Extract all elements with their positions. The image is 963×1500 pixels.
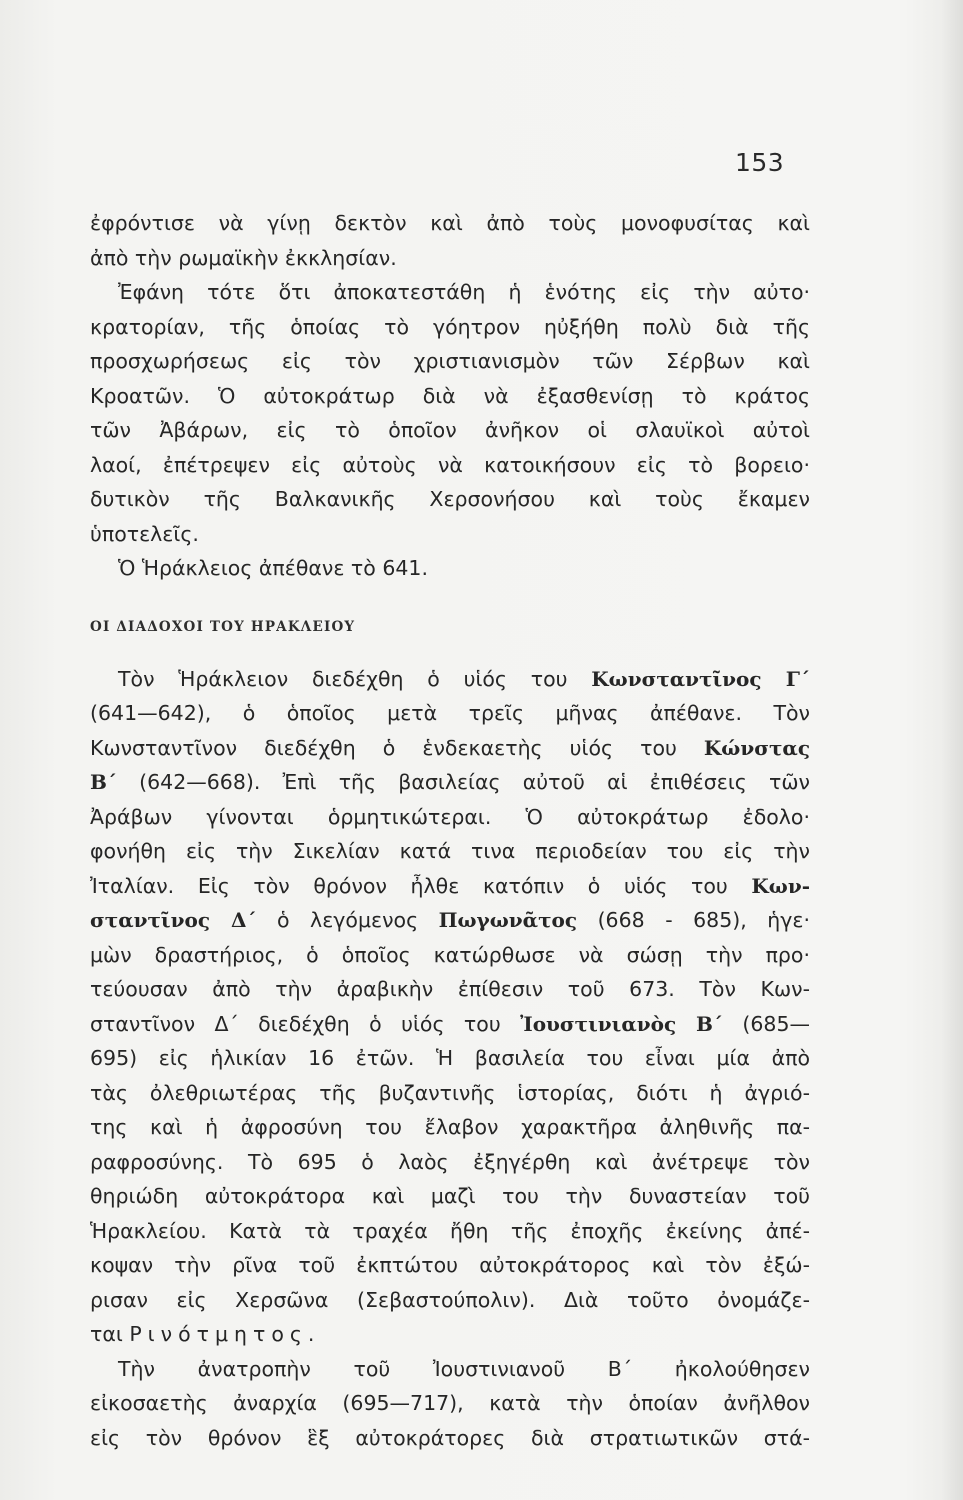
- paragraph: [90, 1352, 810, 1456]
- text-line: [90, 765, 810, 800]
- text-line: τὰς ὀλεθριωτέρας τῆς βυζαντινῆς ἱστορίας, διότι ἡ ἀγριό-: [90, 1080, 810, 1105]
- text-run: .: [307, 1322, 315, 1346]
- emperor-name: Πωγωνᾶτος: [438, 908, 578, 932]
- paragraph: [90, 662, 810, 1352]
- text-line: 695) εἰς ἡλικίαν 16 ἐτῶν. Ἡ βασιλεία του εἶναι μία ἀπὸ: [90, 1046, 810, 1070]
- section-heading: ΟΙ ΔΙΑΔΟΧΟΙ ΤΟΥ ΗΡΑΚΛΕΙΟΥ: [90, 618, 356, 635]
- text-line: ἀπὸ τὴν ρωμαϊκὴν ἐκκλησίαν.: [90, 245, 397, 270]
- text-run: ὁ λεγόμενος: [256, 908, 439, 932]
- text-line: Ὁ Ἡράκλειος ἀπέθανε τὸ 641.: [118, 556, 428, 580]
- text-line: της καὶ ἡ ἀφροσύνη του ἔλαβον χαρακτῆρα ἀληθινῆς πα-: [90, 1115, 810, 1139]
- text-line: τῶν Ἀβάρων, εἰς τὸ ὁποῖον ἀνῆκον οἱ σλαυϊκοὶ αὐτοὶ: [90, 418, 810, 442]
- text-line: τεύουσαν ἀπὸ τὴν ἀραβικὴν ἐπίθεσιν τοῦ 673. Τὸν Κων-: [90, 977, 810, 1001]
- text-line: [90, 1007, 810, 1042]
- text-line: Τὴν ἀνατροπὴν τοῦ Ἰουστινιανοῦ Β΄ ἠκολούθησεν: [118, 1356, 810, 1381]
- emperor-name: Κώνστας: [703, 735, 810, 760]
- paragraph: [90, 551, 810, 586]
- emperor-name: Ἰουστινιανὸς Β΄: [520, 1011, 723, 1036]
- text-line: (641—642), ὁ ὁποῖος μετὰ τρεῖς μῆνας ἀπέθανε. Τὸν: [90, 701, 810, 725]
- page-edge-shadow: [941, 0, 963, 1500]
- text-run: σταντῖνον Δ΄ διεδέχθη ὁ υἱός του: [90, 1011, 521, 1036]
- text-line: [90, 662, 810, 697]
- text-line: Κροατῶν. Ὁ αὐτοκράτωρ διὰ νὰ ἐξασθενίσῃ τὸ κράτος: [90, 383, 810, 408]
- emperor-name: Κων-: [751, 873, 810, 898]
- text-run: ται: [90, 1322, 130, 1346]
- text-line: μὼν δραστήριος, ὁ ὁποῖος κατώρθωσε νὰ σώσῃ τὴν προ·: [90, 942, 810, 967]
- text-line: προσχωρήσεως εἰς τὸν χριστιανισμὸν τῶν Σέρβων καὶ: [90, 349, 810, 373]
- text-line: ρισαν εἰς Χερσῶνα (Σεβαστούπολιν). Διὰ τοῦτο ὀνομάζε-: [90, 1287, 810, 1312]
- text-run: Τὸν Ἡράκλειον διεδέχθη ὁ υἱός του: [118, 666, 592, 691]
- text-line: ὑποτελεῖς.: [90, 521, 199, 546]
- text-run: (668 - 685), ἡγε·: [577, 908, 810, 932]
- text-line: φονήθη εἰς τὴν Σικελίαν κατά τινα περιοδείαν του εἰς τὴν: [90, 839, 810, 863]
- text-line: εἰκοσαετὴς ἀναρχία (695—717), κατὰ τὴν ὁποίαν ἀνῆλθον: [90, 1391, 810, 1415]
- text-run: Κωνσταντῖνον διεδέχθη ὁ ἑνδεκαετὴς υἱός του: [90, 735, 704, 760]
- text-line: ραφροσύνης. Τὸ 695 ὁ λαὸς ἐξηγέρθη καὶ ἀνέτρεψε τὸν: [90, 1149, 810, 1174]
- emperor-name: σταντῖνος Δ΄: [90, 908, 257, 932]
- text-line: δυτικὸν τῆς Βαλκανικῆς Χερσονήσου καὶ τοὺς ἔκαμεν: [90, 487, 810, 511]
- text-line: ἐφρόντισε νὰ γίνῃ δεκτὸν καὶ ἀπὸ τοὺς μονοφυσίτας καὶ: [90, 211, 810, 235]
- epithet-spaced: Ρινότμητος: [129, 1322, 308, 1346]
- text-run: (685—: [722, 1011, 810, 1036]
- paragraph: [90, 275, 810, 551]
- paragraph: [90, 206, 810, 275]
- text-line: Ἡρακλείου. Κατὰ τὰ τραχέα ἤθη τῆς ἐποχῆς ἐκείνης ἀπέ-: [90, 1218, 810, 1243]
- text-line: κοψαν τὴν ρῖνα τοῦ ἐκπτώτου αὐτοκράτορος καὶ τὸν ἐξώ-: [90, 1253, 810, 1277]
- page-body: [90, 206, 810, 1455]
- text-line: [90, 731, 810, 766]
- text-line: κρατορίαν, τῆς ὁποίας τὸ γόητρον ηὐξήθη πολὺ διὰ τῆς: [90, 314, 810, 339]
- text-line: εἰς τὸν θρόνον ἓξ αὐτοκράτορες διὰ στρατιωτικῶν στά-: [90, 1425, 810, 1450]
- page-number: 153: [735, 148, 785, 177]
- text-line: λαοί, ἐπέτρεψεν εἰς αὐτοὺς νὰ κατοικήσουν εἰς τὸ βορειο·: [90, 452, 810, 477]
- text-line: [90, 903, 810, 938]
- text-line: [90, 1317, 810, 1352]
- text-run: (642—668). Ἐπὶ τῆς βασιλείας αὐτοῦ αἱ ἐπιθέσεις τῶν: [116, 770, 810, 794]
- text-line: θηριώδη αὐτοκράτορα καὶ μαζὶ του τὴν δυναστείαν τοῦ: [90, 1184, 810, 1208]
- text-line: Ἀράβων γίνονται ὁρμητικώτεραι. Ὁ αὐτοκράτωρ ἐδολο·: [90, 804, 810, 829]
- text-run: Ἰταλίαν. Εἰς τὸν θρόνον ἦλθε κατόπιν ὁ υἱός του: [90, 873, 752, 898]
- text-line: Ἐφάνη τότε ὅτι ἀποκατεστάθη ἡ ἑνότης εἰς τὴν αὐτο·: [118, 280, 810, 304]
- emperor-name: Β΄: [90, 770, 117, 794]
- emperor-name: Κωνσταντῖνος Γ΄: [591, 666, 810, 691]
- text-line: [90, 869, 810, 904]
